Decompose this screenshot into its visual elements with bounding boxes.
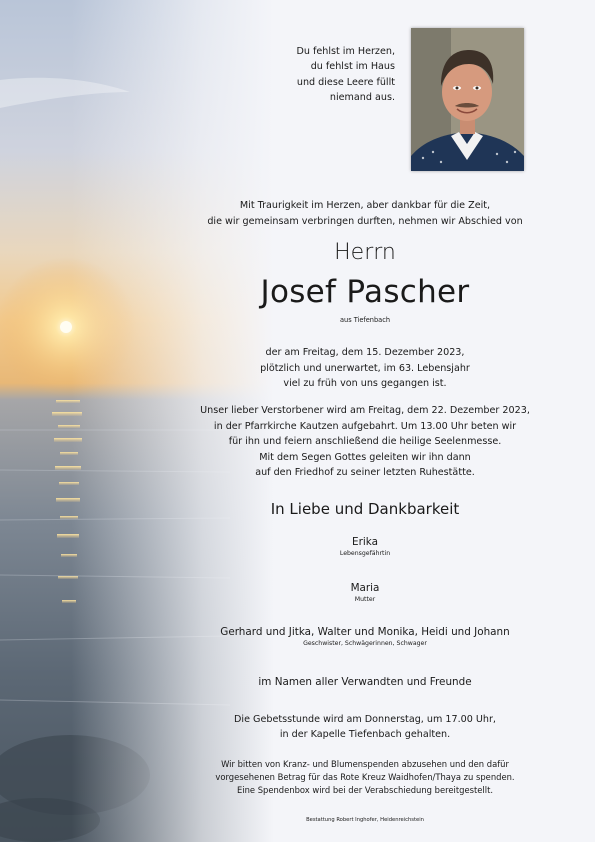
origin: aus Tiefenbach xyxy=(339,316,391,324)
donation-line: vorgesehenen Betrag für das Rote Kreuz Waidhofen/Thaya zu spenden. xyxy=(215,772,515,783)
funeral-notice xyxy=(180,403,550,481)
mourner-name: Gerhard und Jitka, Walter und Monika, Heidi und Johann xyxy=(220,626,510,638)
poem-line: du fehlst im Haus xyxy=(310,61,395,73)
intro-line: Mit Traurigkeit im Herzen, aber dankbar für die Zeit, xyxy=(239,200,491,211)
donation-line: Eine Spendenbox wird bei der Verabschiedung bereitgestellt. xyxy=(236,785,494,796)
mourner xyxy=(180,626,550,647)
mourner-relation: Mutter xyxy=(354,596,376,603)
funeral-line: Unser lieber Verstorbener wird am Freitag, dem 22. Dezember 2023, xyxy=(200,405,530,416)
mourner-name: Erika xyxy=(352,536,378,548)
deceased-name: Josef Pascher xyxy=(260,274,470,310)
poem-line: niemand aus. xyxy=(329,92,395,104)
funeral-line: auf den Friedhof zu seiner letzten Ruhestätte. xyxy=(255,467,475,479)
poem-line: Du fehlst im Herzen, xyxy=(296,46,395,57)
mourner xyxy=(180,582,550,603)
death-line: viel zu früh von uns gegangen ist. xyxy=(283,378,447,390)
portrait-image xyxy=(411,28,524,171)
undertaker-credit: Bestattung Robert Inghofer, Heidenreichstein xyxy=(306,817,424,823)
death-line: der am Freitag, dem 15. Dezember 2023, xyxy=(265,347,465,358)
donation-line: Wir bitten von Kranz- und Blumenspenden abzusehen und den dafür xyxy=(221,759,509,769)
intro-text xyxy=(180,198,550,231)
prayer-line: Die Gebetsstunde wird am Donnerstag, um 17.00 Uhr, xyxy=(234,714,496,725)
intro-line: die wir gemeinsam verbringen durften, nehmen wir Abschied von xyxy=(207,216,523,228)
prayer-notice xyxy=(180,713,550,742)
death-line: plötzlich und unerwartet, im 63. Lebensjahr xyxy=(260,362,470,374)
funeral-line: für ihn und feiern anschließend die heilige Seelenmesse. xyxy=(228,436,502,448)
relatives-note: im Namen aller Verwandten und Freunde xyxy=(258,676,472,688)
mourner-relation: Lebensgefährtin xyxy=(339,550,391,557)
mourner-name: Maria xyxy=(350,582,380,594)
mourner xyxy=(180,536,550,557)
closing-phrase: In Liebe und Dankbarkeit xyxy=(270,500,460,518)
mourner-relation: Geschwister, Schwägerinnen, Schwager xyxy=(303,640,427,647)
portrait-photo xyxy=(411,28,524,171)
poem xyxy=(195,44,395,106)
donation-notice xyxy=(180,758,550,798)
prayer-line: in der Kapelle Tiefenbach gehalten. xyxy=(279,728,451,740)
funeral-line: in der Pfarrkirche Kautzen aufgebahrt. Um 13.00 Uhr beten wir xyxy=(213,420,517,432)
funeral-line: Mit dem Segen Gottes geleiten wir ihn dann xyxy=(259,451,471,463)
poem-line: und diese Leere füllt xyxy=(296,76,395,88)
death-notice xyxy=(180,345,550,392)
salutation: Herrn xyxy=(334,240,396,265)
